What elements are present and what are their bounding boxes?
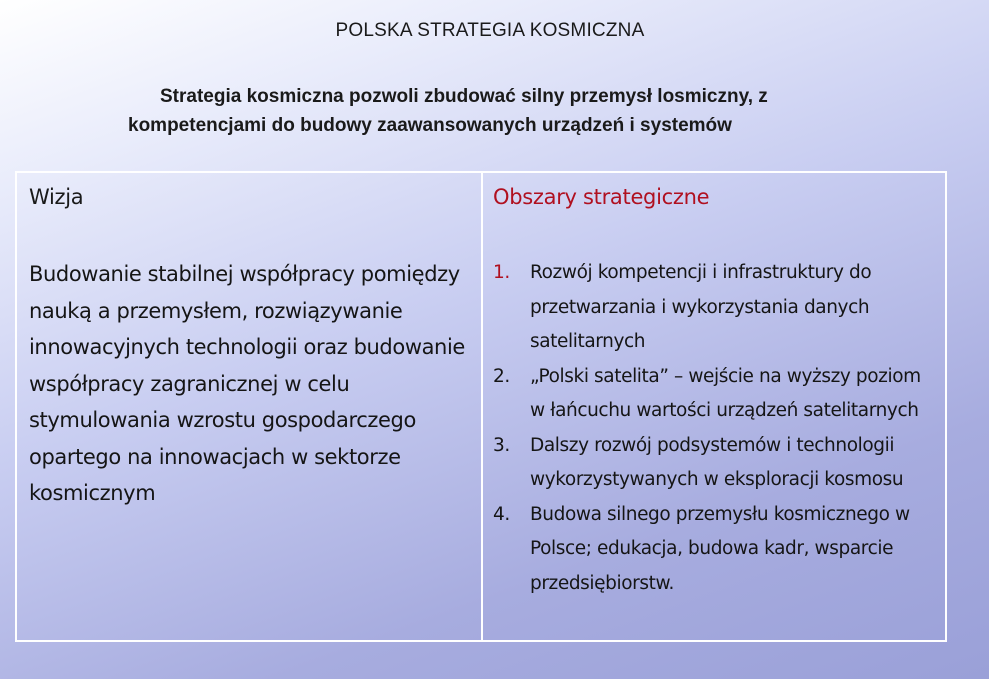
list-item [493,498,935,602]
list-item [493,429,935,498]
list-item [493,360,935,429]
list-item-number: 3. [493,434,510,456]
list-item-text: Dalszy rozwój podsystemów i technologii wykorzystywanych w eksploracji kosmosu [530,434,904,490]
vision-column [17,173,483,640]
list-item-text: Budowa silnego przemysłu kosmicznego w Polsce; edukacja, budowa kadr, wsparcie przedsiębiorstw. [530,503,910,594]
list-item-number: 4. [493,503,510,525]
strategy-table [15,171,947,642]
strategic-areas-heading: Obszary strategiczne [493,185,710,209]
slide-title: POLSKA STRATEGIA KOSMICZNA [335,20,645,41]
vision-text: Budowanie stabilnej współpracy pomiędzy nauką a przemysłem, rozwiązywanie innowacyjnych technologii oraz budowanie współpracy zagranicznej w celu stymulowania wzrostu gospodarczego opartego na innowacjach w sektorze kosmicznym [29,262,465,505]
list-item-text: „Polski satelita” – wejście na wyższy poziom w łańcuchu wartości urządzeń satelitarnych [530,365,921,421]
list-item-text: Rozwój kompetencji i infrastruktury do przetwarzania i wykorzystania danych satelitarnych [530,262,872,352]
list-item [493,256,935,360]
subtitle-line-1: Strategia kosmiczna pozwoli zbudować silny przemysł losmiczny, z [160,86,768,107]
strategic-areas-column [483,173,945,640]
list-item-number: 2. [493,365,510,387]
slide-subtitle [128,82,888,140]
subtitle-line-2: kompetencjami do budowy zaawansowanych urządzeń i systemów [128,115,732,136]
list-item-number: 1. [493,262,510,283]
strategic-areas-list [493,256,935,601]
vision-heading: Wizja [29,185,84,209]
